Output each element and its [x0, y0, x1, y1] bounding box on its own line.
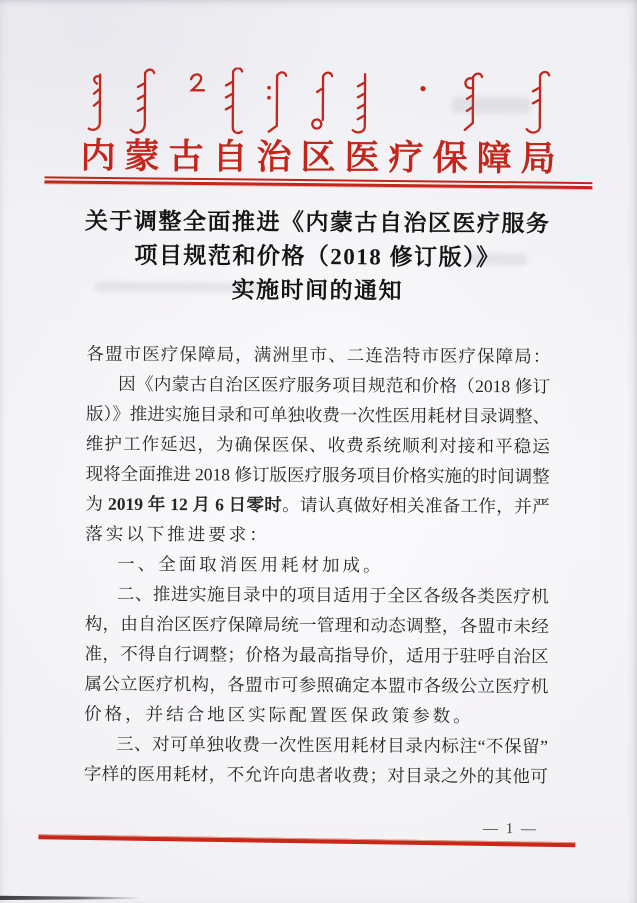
body-line: 落实以下推进要求：: [85, 523, 270, 545]
document-title: [0, 204, 636, 310]
body-item-2: 二、推进实施目录中的项目适用于全区各级各类医疗机: [116, 583, 549, 607]
document-title-line-2: 项目规范和价格（2018 修订版）》: [134, 242, 501, 271]
body-line: 价格，并结合地区实际配置医保政策参数。: [84, 703, 474, 726]
body-line: 准，不得自行调整；价格为最高指导价，适用于驻呼自治区直: [84, 643, 549, 667]
document-body: [84, 339, 551, 792]
body-line: 属公立医疗机构，各盟市可参照确定本盟市各级公立医疗机构: [84, 673, 549, 697]
body-line: 维护工作延迟，为确保医保、收费系统顺利对接和平稳运行，: [85, 433, 550, 457]
page-number: — 1 —: [482, 821, 539, 838]
body-item-1: 一、全面取消医用耗材加成。: [117, 553, 384, 576]
ink-bleed-artifact: [452, 97, 530, 113]
agency-name: 内蒙古自治区医疗保障局: [80, 136, 565, 179]
body-item-3: 三、对可单独收费一次性医用耗材目录内标注“不保留”: [115, 733, 549, 757]
effective-date-bold: 2019 年 12 月 6 日零时: [107, 493, 283, 515]
document-title-line-1: 关于调整全面推进《内蒙古自治区医疗服务: [84, 208, 551, 237]
body-line: 版）》推进实施目录和可单独收费一次性医用耗材目录调整、: [85, 403, 551, 427]
body-line-with-date: [85, 489, 549, 522]
salutation-line: 各盟市医疗保障局，满洲里市、二连浩特市医疗保障局：: [86, 343, 551, 367]
document-title-line-3: 实施时间的通知: [231, 277, 404, 304]
body-line: 构，由自治区医疗保障局统一管理和动态调整，各盟市未经批: [84, 613, 549, 637]
body-text-segment: 为: [85, 493, 109, 514]
body-text-segment: 。请认真做好相关准备工作，并严格: [282, 494, 550, 517]
body-line: 因《内蒙古自治区医疗服务项目规范和价格（2018 修订: [118, 373, 551, 397]
body-line: 现将全面推进 2018 修订版医疗服务项目价格实施的时间调整: [85, 463, 550, 487]
body-line: 字样的医用耗材，不允许向患者收费；对目录之外的其他可单: [83, 763, 548, 787]
